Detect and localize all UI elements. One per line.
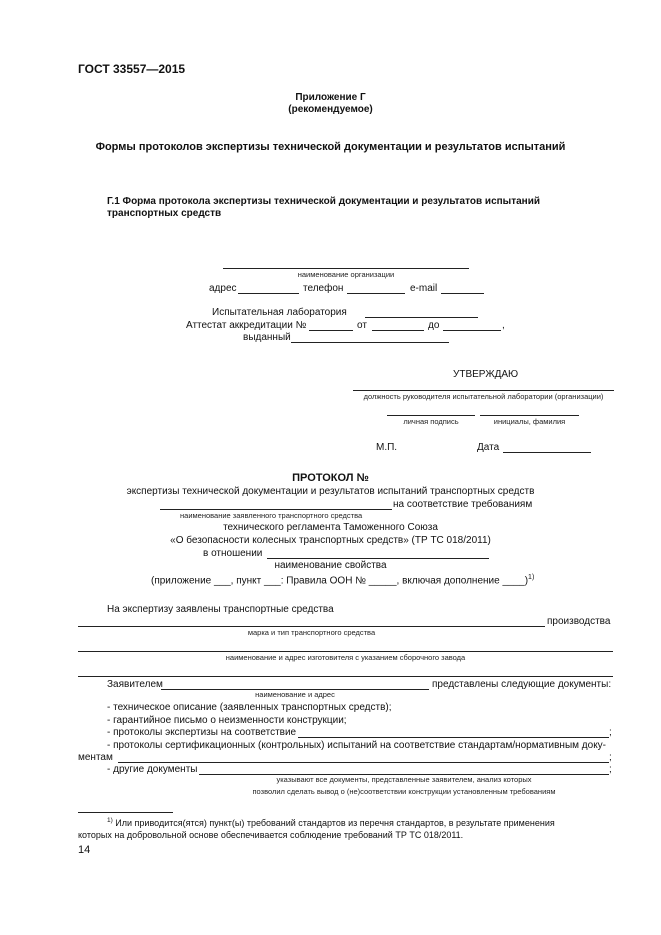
initials-line xyxy=(480,415,579,416)
doc-item-4-semicolon: ; xyxy=(609,752,612,763)
approve-title: УТВЕРЖДАЮ xyxy=(453,369,519,380)
doc-item-4-blank xyxy=(118,762,609,763)
position-line xyxy=(353,390,614,391)
email-line xyxy=(441,293,484,294)
lab-label: Испытательная лаборатория xyxy=(212,307,347,318)
page-number: 14 xyxy=(78,844,91,856)
footnote-ref: 1) xyxy=(107,817,113,824)
issued-label: выданный xyxy=(243,332,291,343)
issued-line xyxy=(291,342,449,343)
protocol-line1: экспертизы технической документации и результатов испытаний транспортных средств xyxy=(126,486,535,497)
attestat-label: Аттестат аккредитации № xyxy=(186,320,307,331)
protocol-line3: «О безопасности колесных транспортных средств» (ТР ТС 018/2011) xyxy=(170,535,491,546)
blank-line xyxy=(78,676,613,677)
docs-submitted-label: представлены следующие документы: xyxy=(432,679,612,690)
lab-line xyxy=(365,317,478,318)
doc-item-3-semicolon: ; xyxy=(609,727,612,738)
doc-item-4-line2: ментам xyxy=(78,752,113,763)
section-heading-line2: транспортных средств xyxy=(107,208,222,219)
position-caption: должность руководителя испытательной лаборатории (организации) xyxy=(363,392,604,401)
footnote-line1: $^{1)}$ Или приводится(ятся) пункт(ы) требований стандартов из перечня стандартов, в результате применения xyxy=(107,817,555,828)
address-label: адрес xyxy=(209,283,237,294)
docs-caption-2: позволил сделать вывод о (не)соответствии конструкции установленным требованиям xyxy=(252,787,556,796)
submitted-intro: На экспертизу заявлены транспортные средства xyxy=(107,604,334,615)
doc-item-1: - техническое описание (заявленных транспортных средств); xyxy=(107,702,392,713)
address-line xyxy=(238,293,299,294)
applicant-caption: наименование и адрес xyxy=(255,690,335,699)
production-label: производства xyxy=(547,616,611,627)
section-heading-line1: Г.1 Форма протокола экспертизы технической документации и результатов испытаний xyxy=(107,196,540,207)
phone-line xyxy=(347,293,405,294)
property-caption: наименование свойства xyxy=(274,560,387,571)
footnote-mark: 1) xyxy=(528,574,535,581)
brand-caption: марка и тип транспортного средства xyxy=(247,628,376,637)
attestat-comma: , xyxy=(502,320,505,331)
doc-item-3: - протоколы экспертизы на соответствие xyxy=(107,727,297,738)
signature-line xyxy=(387,415,475,416)
regarding-line xyxy=(267,558,489,559)
vehicle-caption: наименование заявленного транспортного средства xyxy=(180,511,363,520)
regarding-label: в отношении xyxy=(203,548,263,559)
doc-item-5: - другие документы xyxy=(107,764,198,775)
protocol-title: ПРОТОКОЛ № xyxy=(292,472,369,484)
phone-label: телефон xyxy=(303,283,344,294)
protocol-line2: технического регламента Таможенного Союза xyxy=(223,522,438,533)
attestat-to-line xyxy=(443,330,501,331)
initials-caption: инициалы, фамилия xyxy=(493,417,566,426)
docs-caption-1: указывают все документы, представленные заявителем, анализ которых xyxy=(276,775,532,784)
annex-reference: (приложение ___, пункт ___: Правила ООН № _____, включая дополнение ____)$^{1)}$ xyxy=(151,574,535,587)
signature-caption: личная подпись xyxy=(403,417,459,426)
annex-title: Приложение Г xyxy=(295,92,366,103)
doc-item-2: - гарантийное письмо о неизменности конструкции; xyxy=(107,715,347,726)
vehicles-line xyxy=(78,626,545,627)
email-label: e-mail xyxy=(410,283,438,294)
org-name-line xyxy=(223,268,469,269)
manufacturer-caption: наименование и адрес изготовителя с указанием сборочного завода xyxy=(225,653,466,662)
compliance-label: на соответствие требованиям xyxy=(393,499,533,510)
attestat-number-line xyxy=(309,330,353,331)
attestat-to-label: до xyxy=(428,320,440,331)
stamp-label: М.П. xyxy=(376,442,398,453)
vehicle-line xyxy=(160,509,392,510)
attestat-from-line xyxy=(372,330,424,331)
manufacturer-line xyxy=(78,651,613,652)
date-line xyxy=(503,452,591,453)
footnote-line2: которых на добровольной основе обеспечивается соблюдение требований ТР ТС 018/2011. xyxy=(78,830,464,840)
applicant-label: Заявителем xyxy=(107,679,163,690)
standard-header: ГОСТ 33557—2015 xyxy=(78,62,186,76)
org-name-caption: наименование организации xyxy=(297,270,395,279)
doc-item-4-line1: - протоколы сертификационных (контрольных) испытаний на соответствие стандартам/нормативным доку- xyxy=(107,740,607,751)
doc-item-3-line xyxy=(298,737,609,738)
annex-heading: Формы протоколов экспертизы технической документации и результатов испытаний xyxy=(95,141,566,153)
attestat-from-label: от xyxy=(357,320,367,331)
doc-item-5-semicolon: ; xyxy=(609,764,612,775)
footnote-divider xyxy=(78,812,173,813)
date-label: Дата xyxy=(477,442,500,453)
annex-subtitle: (рекомендуемое) xyxy=(288,104,373,115)
